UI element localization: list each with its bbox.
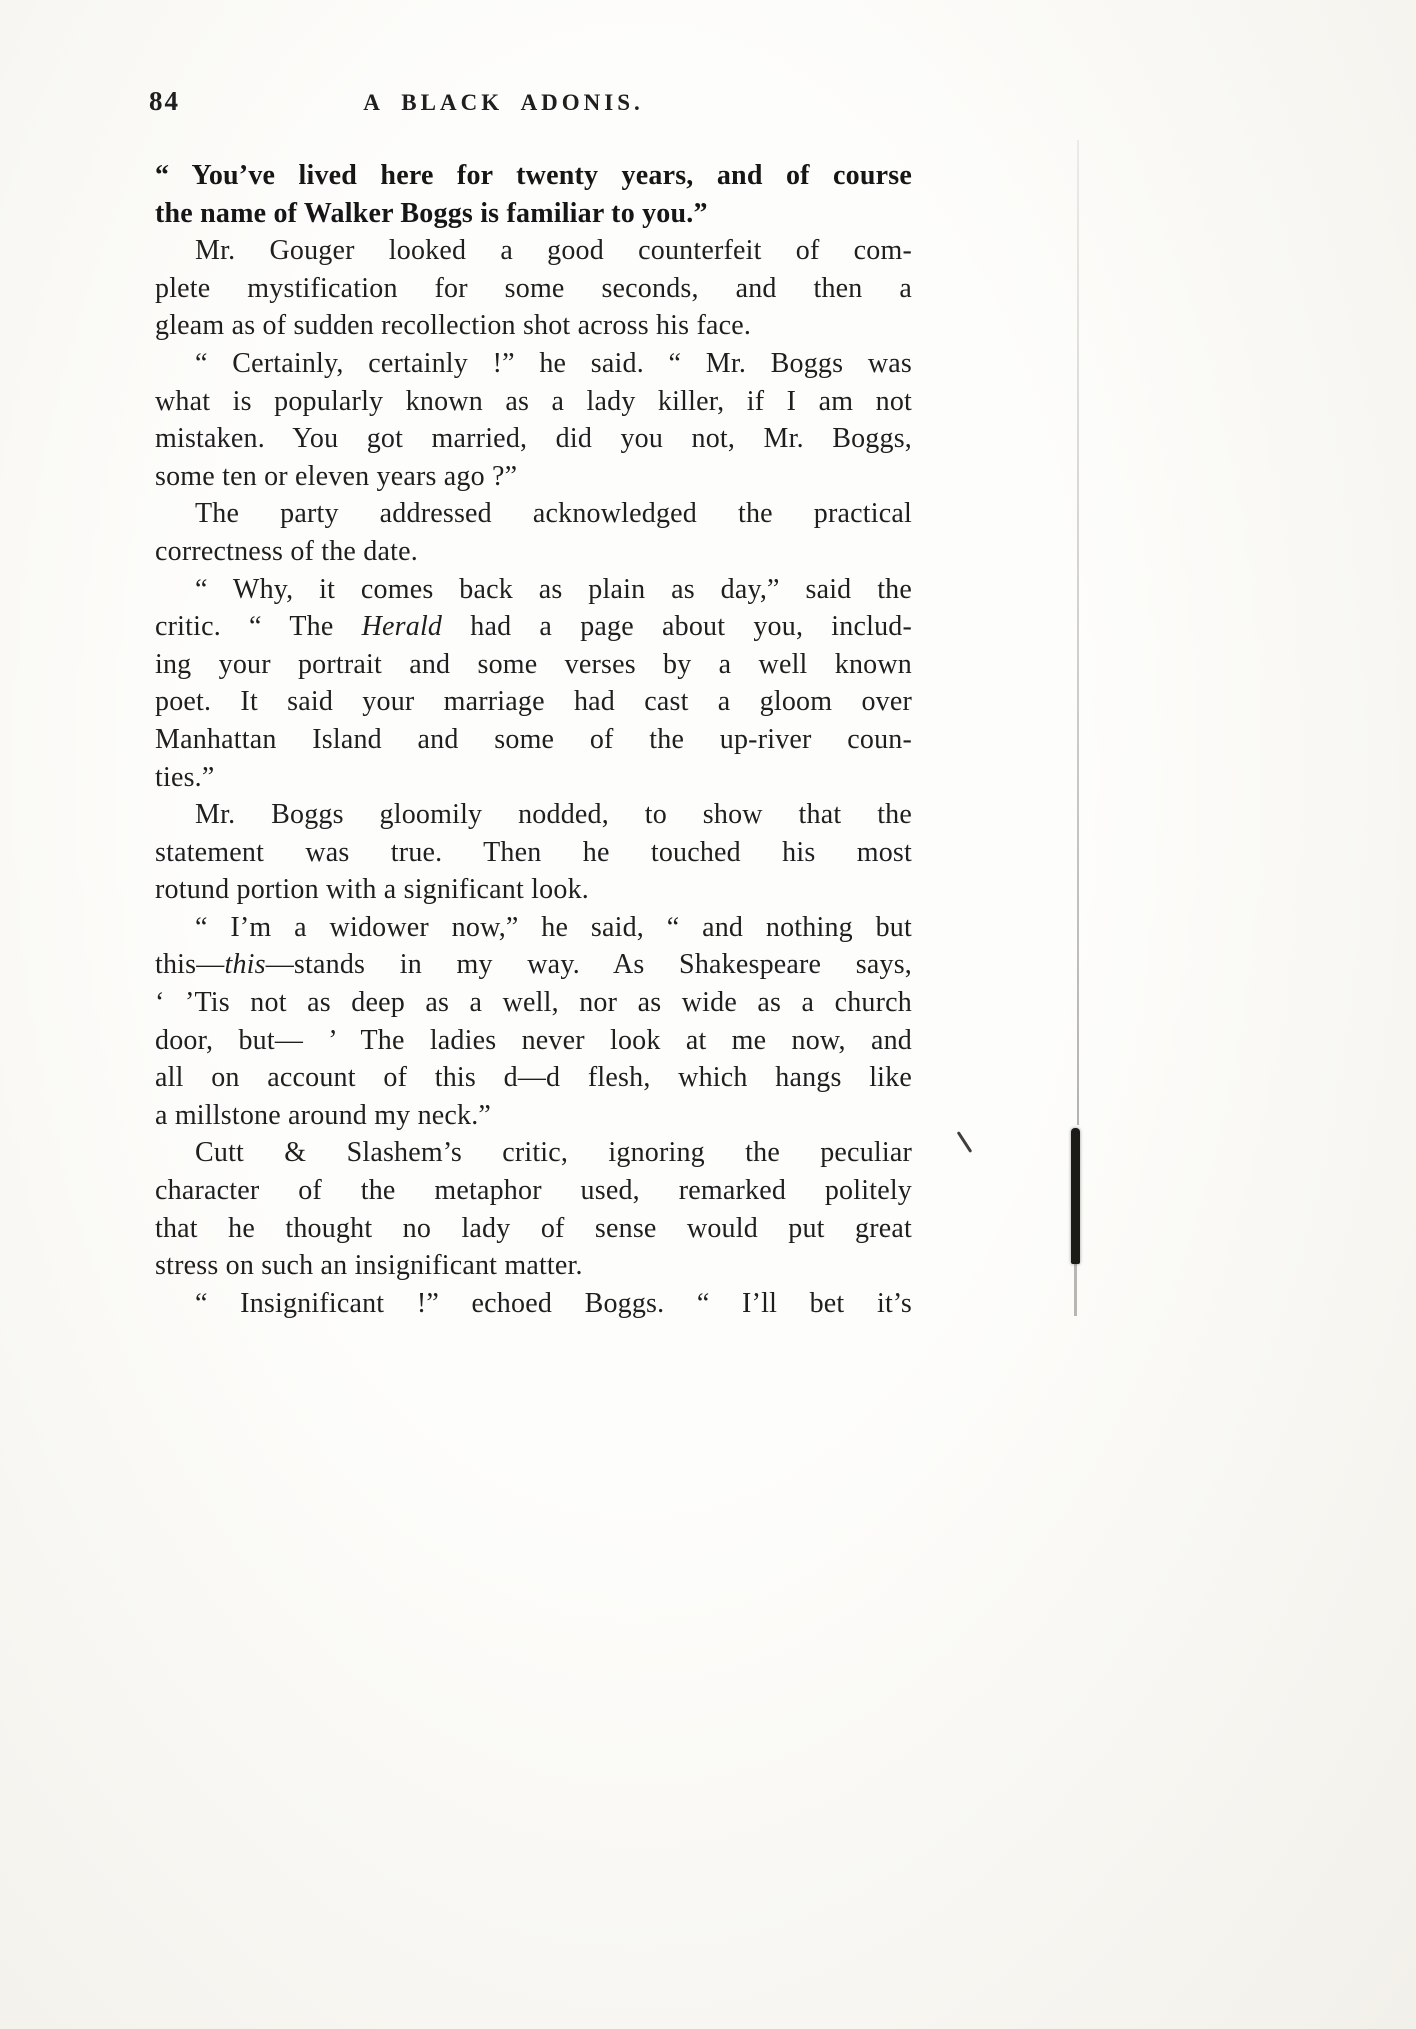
paragraph	[155, 1285, 912, 1323]
paragraph	[155, 571, 912, 797]
text-block	[155, 157, 912, 1322]
text-line: plete mystification for some seconds, and then a	[155, 272, 912, 304]
running-title: A BLACK ADONIS.	[363, 90, 644, 115]
text-line: some ten or eleven years ago ?”	[155, 460, 518, 492]
scan-line-artifact	[1077, 140, 1079, 1125]
text-line: door, but— ’ The ladies never look at me now, and	[155, 1024, 912, 1056]
text-line: all on account of this d—d flesh, which hangs like	[155, 1062, 912, 1094]
text-line: “ Certainly, certainly !” he said. “ Mr. Boggs was	[195, 347, 912, 379]
text-line: “ Why, it comes back as plain as day,” said the	[195, 573, 912, 605]
binding-shadow-artifact	[1071, 1128, 1080, 1264]
text-line: that he thought no lady of sense would put great	[155, 1212, 912, 1244]
text-line: what is popularly known as a lady killer, if I am not	[155, 385, 912, 417]
text-line: critic. “ The Herald had a page about you, includ-	[155, 611, 912, 643]
text-line: rotund portion with a significant look.	[155, 874, 589, 906]
text-line: the name of Walker Boggs is familiar to you.”	[155, 197, 708, 229]
text-line: this—this—stands in my way. As Shakespeare says,	[155, 949, 912, 981]
text-line: Mr. Gouger looked a good counterfeit of com-	[195, 235, 912, 267]
text-line: ‘ ’Tis not as deep as a well, nor as wide as a church	[155, 987, 912, 1019]
paragraph	[155, 909, 912, 1135]
text-line: “ Insignificant !” echoed Boggs. “ I’ll bet it’s	[195, 1287, 912, 1319]
text-line: statement was true. Then he touched his most	[155, 836, 912, 868]
text-line: The party addressed acknowledged the practical	[195, 498, 912, 530]
text-line: “ You’ve lived here for twenty years, and of course	[155, 160, 912, 191]
paragraph	[155, 796, 912, 909]
text-line: mistaken. You got married, did you not, Mr. Boggs,	[155, 423, 912, 455]
scan-line-fade-artifact	[1074, 1264, 1077, 1316]
text-line: ties.”	[155, 761, 215, 793]
text-line: character of the metaphor used, remarked politely	[155, 1175, 912, 1207]
paragraph	[155, 495, 912, 570]
page-header	[149, 86, 912, 122]
text-line: Cutt & Slashem’s critic, ignoring the peculiar	[195, 1137, 912, 1169]
ink-mark	[957, 1131, 973, 1153]
page-number: 84	[149, 86, 180, 116]
text-line: a millstone around my neck.”	[155, 1099, 492, 1131]
paragraph	[155, 345, 912, 495]
text-line: stress on such an insignificant matter.	[155, 1250, 583, 1282]
text-line: “ I’m a widower now,” he said, “ and nothing but	[195, 911, 912, 943]
text-line: ing your portrait and some verses by a well known	[155, 648, 912, 680]
paragraph	[155, 232, 912, 345]
text-line: Manhattan Island and some of the up-river coun-	[155, 723, 912, 755]
text-line: gleam as of sudden recollection shot across his face.	[155, 310, 752, 342]
text-line: correctness of the date.	[155, 535, 418, 567]
paragraph	[155, 157, 912, 232]
text-line: Mr. Boggs gloomily nodded, to show that the	[195, 799, 912, 831]
paragraph	[155, 1134, 912, 1284]
text-line: poet. It said your marriage had cast a gloom over	[155, 686, 912, 718]
